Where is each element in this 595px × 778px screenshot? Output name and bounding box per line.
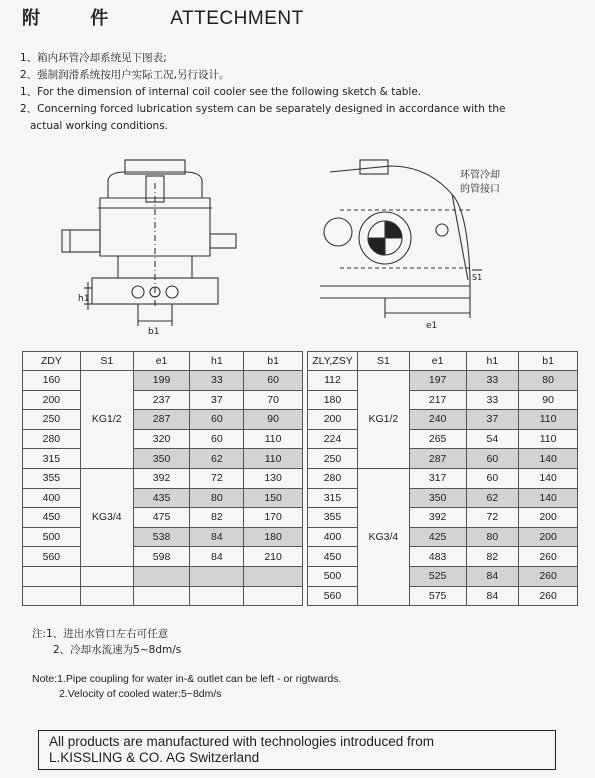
table-header-row — [308, 352, 578, 371]
intro-note-cn-1: 1、箱内环管冷却系统见下图表; — [20, 52, 167, 64]
table-row: 500 525 84 260 — [308, 566, 578, 586]
table-row: 180 217 33 90 — [308, 390, 578, 410]
note-cn-1: 注:1、进出水管口左右可任意 — [32, 628, 169, 640]
intro-note-cn-2: 2、强制润滑系统按用户实际工况,另行设计。 — [20, 69, 230, 81]
table-row: 224 265 54 110 — [308, 429, 578, 449]
s1-group-1: KG1/2 — [80, 371, 133, 469]
table-row: 400 435 80 150 — [23, 488, 303, 508]
notes-chinese — [32, 626, 181, 658]
note-en-1: Note:1.Pipe coupling for water in-& outlet can be left - or rigtwards. — [32, 673, 342, 685]
intro-note-en-2-cont: actual working conditions. — [30, 120, 169, 132]
table-row: 250 287 60 140 — [308, 449, 578, 469]
s1-group-1: KG1/2 — [357, 371, 409, 469]
table-row: 560 575 84 260 — [308, 586, 578, 606]
table-row: 160 KG1/2 199 33 60 — [23, 371, 303, 391]
footer-line-1: All products are manufactured with technologies introduced from — [49, 734, 434, 749]
table-row: 250 287 60 90 — [23, 410, 303, 430]
label-h1: h1 — [78, 294, 90, 304]
table-row: 112 KG1/2 197 33 80 — [308, 371, 578, 391]
header-model: ZLY,ZSY — [308, 352, 358, 371]
notes-english — [32, 672, 341, 702]
table-row: 280 320 60 110 — [23, 429, 303, 449]
table-row — [23, 566, 303, 586]
side-port — [436, 224, 448, 236]
header-s1: S1 — [80, 352, 133, 371]
header-h1: h1 — [190, 352, 244, 371]
front-right-shaft — [210, 234, 236, 248]
callout-label-2: 的管接口 — [460, 184, 500, 195]
table-row: 355 392 72 200 — [308, 508, 578, 528]
side-housing-arc — [330, 166, 470, 278]
table-row: 450 475 82 170 — [23, 508, 303, 528]
page-header — [22, 4, 304, 34]
table-row — [23, 586, 303, 606]
side-bearing-quadrant-3 — [368, 238, 385, 255]
s1-group-2: KG3/4 — [80, 468, 133, 566]
title-english: ATTECHMENT — [170, 8, 304, 29]
label-b1: b1 — [148, 327, 160, 337]
side-bearing-quadrant-1 — [385, 221, 402, 238]
callout-label-1: 环管冷却 — [460, 170, 500, 181]
header-e1: e1 — [409, 352, 466, 371]
label-e1: e1 — [426, 321, 438, 331]
gearbox-sketch — [0, 158, 595, 338]
table-zly-zsy — [307, 351, 578, 606]
front-left-shaft — [62, 230, 100, 252]
title-chinese: 附 件 — [22, 8, 131, 29]
coupling-left-circle — [132, 286, 144, 298]
footer-box — [38, 730, 556, 770]
header-e1: e1 — [133, 352, 190, 371]
table-row: 200 240 37 110 — [308, 410, 578, 430]
table-row: 450 483 82 260 — [308, 547, 578, 567]
table-row: 200 237 37 70 — [23, 390, 303, 410]
table-row: 560 598 84 210 — [23, 547, 303, 567]
table-row: 280 KG3/4 317 60 140 — [308, 468, 578, 488]
table-zdy — [22, 351, 303, 606]
header-b1: b1 — [244, 352, 303, 371]
note-cn-2: 2、冷却水流速为5~8dm/s — [53, 644, 182, 656]
table-row: 315 350 62 140 — [308, 488, 578, 508]
footer-line-2: L.KISSLING & CO. AG Switzerland — [49, 750, 260, 765]
coupling-right-circle — [166, 286, 178, 298]
side-small-bearing — [324, 218, 352, 246]
note-en-2: 2.Velocity of cooled water:5~8dm/s — [59, 688, 222, 700]
s1-group-2: KG3/4 — [357, 468, 409, 605]
table-header-row — [23, 352, 303, 371]
intro-note-en-1: 1、For the dimension of internal coil cooler see the following sketch & table. — [20, 86, 422, 98]
table-row: 500 538 84 180 — [23, 527, 303, 547]
label-s1: S1 — [472, 273, 483, 282]
table-row: 400 425 80 200 — [308, 527, 578, 547]
header-model: ZDY — [23, 352, 81, 371]
header-b1: b1 — [519, 352, 578, 371]
intro-notes — [20, 50, 580, 135]
intro-note-en-2: 2、Concerning forced lubrication system can be separately designed in accordance with the — [20, 103, 506, 115]
header-s1: S1 — [357, 352, 409, 371]
table-row: 315 350 62 110 — [23, 449, 303, 469]
side-view — [320, 160, 482, 318]
table-row: 355 KG3/4 392 72 130 — [23, 468, 303, 488]
header-h1: h1 — [466, 352, 519, 371]
